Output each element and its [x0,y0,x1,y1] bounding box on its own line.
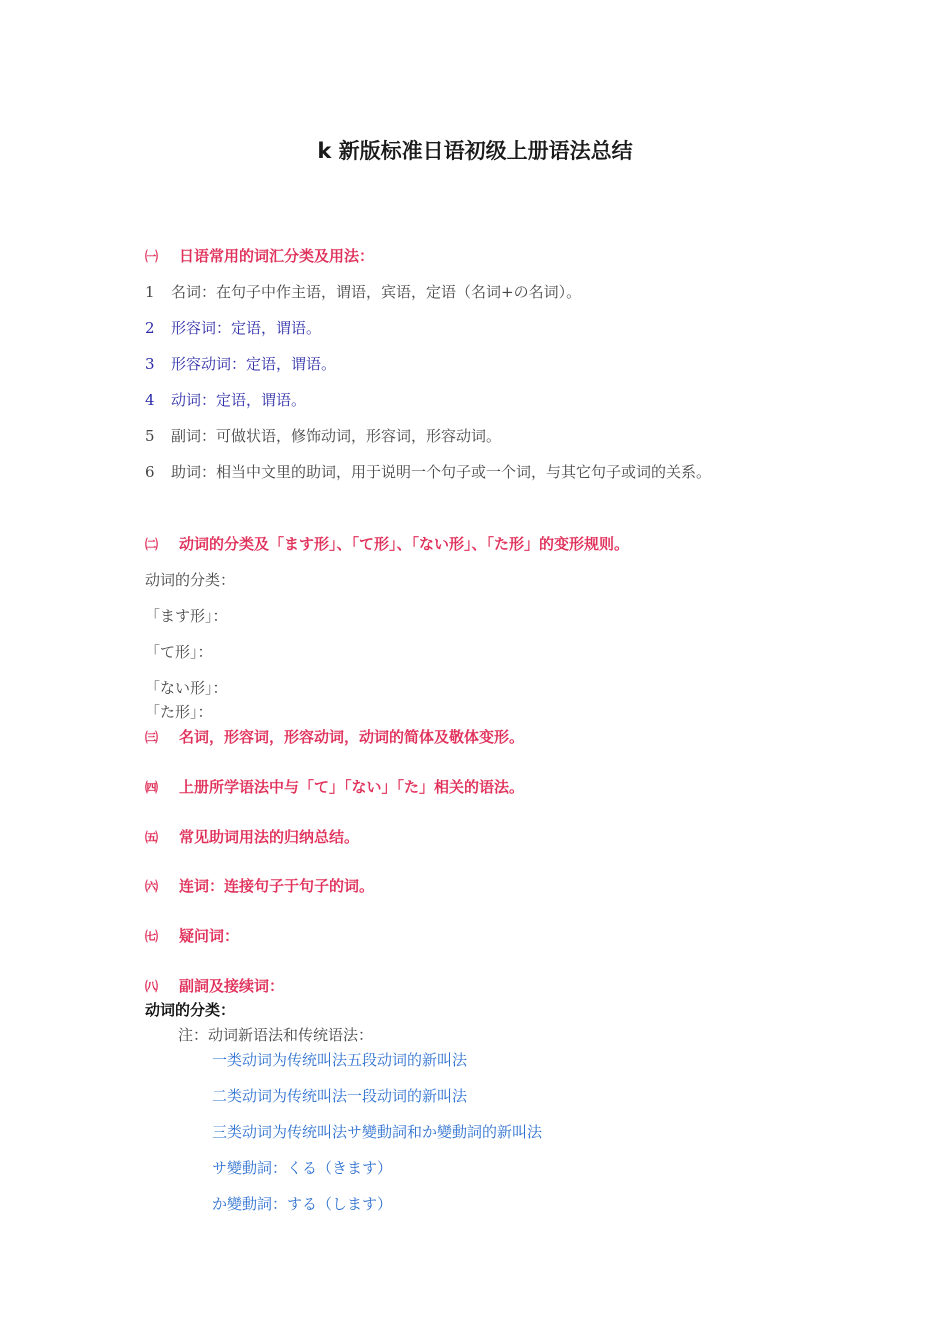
section-marker: ㈧ [145,980,159,995]
list-item [145,354,336,374]
section-text: 常见助词用法的归纳总结。 [179,828,360,846]
ta-form-label: 「た形」： [145,703,213,721]
list-item [145,426,501,446]
list-text: 形容动词：定语，谓语。 [171,355,337,373]
list-item [145,390,306,410]
list-number: 4 [145,391,155,409]
section-heading-2 [145,534,629,556]
section-heading-1 [145,246,374,268]
list-number: 1 [145,283,155,301]
list-item [145,282,581,302]
section-heading-4 [145,777,524,799]
list-text: 助词：相当中文里的助词，用于说明一个句子或一个词，与其它句子或词的关系。 [171,463,712,481]
list-text: 名词：在句子中作主语，谓语，宾语，定语（名词+の名词）。 [171,283,582,301]
list-text: 副词：可做状语，修饰动词，形容词，形容动词。 [171,427,502,445]
section-heading-6 [145,876,374,898]
section-marker: ㈡ [145,538,159,553]
section-marker: ㈣ [145,781,159,796]
section-heading-3 [145,727,524,749]
section-text: 名词，形容词，形容动词，动词的简体及敬体变形。 [179,728,525,746]
section-text: 日语常用的词汇分类及用法： [179,247,375,265]
section-heading-7 [145,926,239,948]
list-text: 形容词：定语，谓语。 [171,319,322,337]
list-number: 6 [145,463,155,481]
list-number: 5 [145,427,155,445]
note-item: 一类动词为传统叫法五段动词的新叫法 [212,1051,468,1069]
section-text: 上册所学语法中与「て」「ない」「た」相关的语法。 [179,778,525,796]
section-marker: ㈤ [145,831,159,846]
section-marker: ㈠ [145,250,159,265]
note-item: 二类动词为传统叫法一段动词的新叫法 [212,1087,468,1105]
section-text: 动词的分类及「ます形」、「て形」、「ない形」、「た形」的变形规则。 [179,535,630,553]
grammar-note: 注：动词新语法和传统语法： [178,1026,374,1044]
section-text: 连词：连接句子于句子的词。 [179,877,375,895]
page-title: k 新版标准日语初级上册语法总结 [317,139,633,163]
section-heading-8 [145,976,284,998]
nai-form-label: 「ない形」： [145,679,228,697]
verb-classify-label: 动词的分类： [145,571,236,589]
note-item: か變動詞：する（します） [212,1195,393,1213]
list-item [145,318,321,338]
section-text: 疑问词： [179,927,240,945]
list-number: 3 [145,355,155,373]
masu-form-label: 「ます形」： [145,607,228,625]
section-heading-5 [145,827,359,849]
note-item: 三类动词为传统叫法サ變動詞和か變動詞的新叫法 [212,1123,543,1141]
list-text: 动词：定语，谓语。 [171,391,307,409]
list-number: 2 [145,319,155,337]
section-marker: ㈥ [145,880,159,895]
verb-classification-heading: 动词的分类： [145,1001,236,1019]
note-item: サ變動詞：くる（きます） [212,1159,393,1177]
section-marker: ㈦ [145,930,159,945]
list-item [145,462,711,482]
section-text: 副詞及接续词： [179,977,285,995]
te-form-label: 「て形」： [145,643,213,661]
section-marker: ㈢ [145,731,159,746]
